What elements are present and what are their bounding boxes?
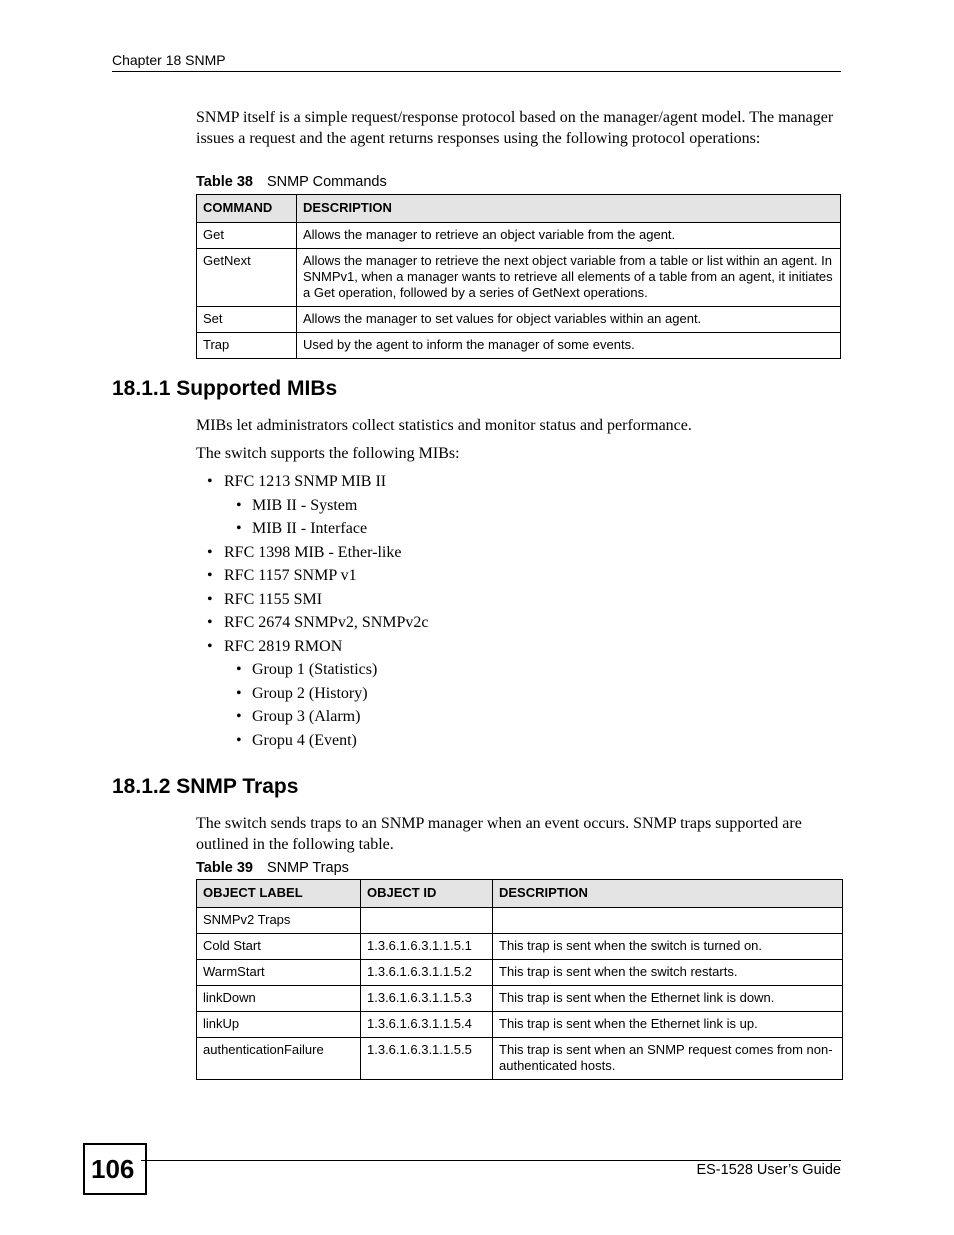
- list-item: [196, 660, 429, 684]
- table39-label: Table 39: [196, 860, 253, 876]
- table-row: [197, 249, 841, 307]
- description-cell: Allows the manager to retrieve an object variable from the agent.: [297, 223, 841, 249]
- object-label-cell: SNMPv2 Traps: [197, 908, 361, 934]
- mib-list: [196, 472, 429, 754]
- bullet: •: [207, 614, 213, 631]
- list-item-text: Group 1 (Statistics): [252, 661, 378, 678]
- bullet: •: [207, 590, 213, 608]
- list-item-text: RFC 1155 SMI: [224, 590, 323, 608]
- mibs-intro-paragraph: The switch supports the following MIBs:: [196, 445, 460, 462]
- table-row: [197, 986, 843, 1012]
- list-item-text: RFC 2819 RMON: [224, 637, 343, 655]
- object-id-cell: 1.3.6.1.6.3.1.1.5.3: [361, 986, 493, 1012]
- command-cell: Set: [197, 307, 297, 333]
- object-id-cell: 1.3.6.1.6.3.1.1.5.5: [361, 1038, 493, 1080]
- bullet: •: [207, 543, 213, 561]
- header-rule: [112, 71, 841, 72]
- bullet: •: [236, 684, 242, 702]
- table-row: [197, 307, 841, 333]
- table-header-row: [197, 195, 841, 223]
- footer-guide-title: ES-1528 User’s Guide: [696, 1162, 841, 1178]
- list-item-text: MIB II - System: [252, 496, 358, 514]
- table-row: [197, 1012, 843, 1038]
- list-item: [196, 496, 429, 520]
- bullet: •: [207, 567, 213, 584]
- traps-paragraph: The switch sends traps to an SNMP manager when an event occurs. SNMP traps supported are outlined in the following table.: [196, 815, 802, 853]
- list-item-text: RFC 1157 SNMP v1: [224, 567, 357, 584]
- table-row: [197, 1038, 843, 1080]
- list-item-text: Group 3 (Alarm): [252, 708, 361, 725]
- list-item: [196, 707, 429, 731]
- description-cell: This trap is sent when the switch restarts.: [493, 960, 843, 986]
- section-heading-supported-mibs: 18.1.1 Supported MIBs: [112, 377, 338, 400]
- table38-title: SNMP Commands: [266, 174, 387, 190]
- table39-title: SNMP Traps: [266, 860, 349, 876]
- command-cell: GetNext: [197, 249, 297, 307]
- list-item: [196, 590, 429, 614]
- command-cell: Get: [197, 223, 297, 249]
- object-id-cell: [361, 908, 493, 934]
- snmp-commands-table: [196, 194, 841, 359]
- list-item-text: MIB II - Interface: [252, 520, 368, 537]
- column-header: DESCRIPTION: [297, 195, 841, 223]
- footer-rule: [141, 1160, 841, 1161]
- bullet: •: [236, 708, 242, 725]
- list-item: [196, 731, 429, 755]
- object-label-cell: WarmStart: [197, 960, 361, 986]
- table-row: [197, 908, 843, 934]
- object-label-cell: linkUp: [197, 1012, 361, 1038]
- description-cell: This trap is sent when the Ethernet link is down.: [493, 986, 843, 1012]
- table-row: [197, 934, 843, 960]
- column-header: OBJECT ID: [361, 880, 493, 908]
- list-item: [196, 519, 429, 543]
- column-header: COMMAND: [197, 195, 297, 223]
- table38-label: Table 38: [196, 174, 253, 190]
- table39-caption: [196, 860, 349, 876]
- description-cell: Allows the manager to set values for object variables within an agent.: [297, 307, 841, 333]
- list-item-text: RFC 2674 SNMPv2, SNMPv2c: [224, 614, 429, 631]
- description-cell: Used by the agent to inform the manager of some events.: [297, 333, 841, 359]
- page-number: 106: [83, 1143, 147, 1195]
- list-item-text: RFC 1398 MIB - Ether-like: [224, 543, 402, 561]
- snmp-traps-table: [196, 879, 843, 1080]
- table-header-row: [197, 880, 843, 908]
- list-item: [196, 637, 429, 661]
- description-cell: Allows the manager to retrieve the next object variable from a table or list within an agent. In SNMPv1, when a manager wants to retrieve all elements of a table from an agent, it initiates a Get operation, followed by a series of GetNext operations.: [297, 249, 841, 307]
- list-item: [196, 613, 429, 637]
- table38-caption: [196, 174, 387, 190]
- object-id-cell: 1.3.6.1.6.3.1.1.5.1: [361, 934, 493, 960]
- bullet: •: [236, 731, 242, 749]
- description-cell: This trap is sent when the Ethernet link is up.: [493, 1012, 843, 1038]
- description-cell: This trap is sent when the switch is turned on.: [493, 934, 843, 960]
- list-item: [196, 472, 429, 496]
- object-label-cell: linkDown: [197, 986, 361, 1012]
- column-header: OBJECT LABEL: [197, 880, 361, 908]
- list-item-text: RFC 1213 SNMP MIB II: [224, 473, 387, 490]
- table-row: [197, 333, 841, 359]
- command-cell: Trap: [197, 333, 297, 359]
- mibs-paragraph: MIBs let administrators collect statistics and monitor status and performance.: [196, 417, 692, 434]
- bullet: •: [236, 496, 242, 514]
- running-header: Chapter 18 SNMP: [112, 52, 226, 68]
- list-item: [196, 566, 429, 590]
- list-item: [196, 543, 429, 567]
- bullet: •: [207, 637, 213, 655]
- object-label-cell: authenticationFailure: [197, 1038, 361, 1080]
- bullet: •: [207, 473, 213, 490]
- bullet: •: [236, 520, 242, 537]
- intro-paragraph: SNMP itself is a simple request/response protocol based on the manager/agent model. The manager issues a request and the agent returns responses using the following protocol operations:: [196, 109, 834, 147]
- object-label-cell: Cold Start: [197, 934, 361, 960]
- table-row: [197, 960, 843, 986]
- section-heading-snmp-traps: 18.1.2 SNMP Traps: [112, 775, 299, 798]
- description-cell: This trap is sent when an SNMP request comes from non-authenticated hosts.: [493, 1038, 843, 1080]
- description-cell: [493, 908, 843, 934]
- list-item-text: Gropu 4 (Event): [252, 731, 357, 749]
- column-header: DESCRIPTION: [493, 880, 843, 908]
- bullet: •: [236, 661, 242, 678]
- object-id-cell: 1.3.6.1.6.3.1.1.5.2: [361, 960, 493, 986]
- list-item: [196, 684, 429, 708]
- list-item-text: Group 2 (History): [252, 684, 368, 702]
- object-id-cell: 1.3.6.1.6.3.1.1.5.4: [361, 1012, 493, 1038]
- table-row: [197, 223, 841, 249]
